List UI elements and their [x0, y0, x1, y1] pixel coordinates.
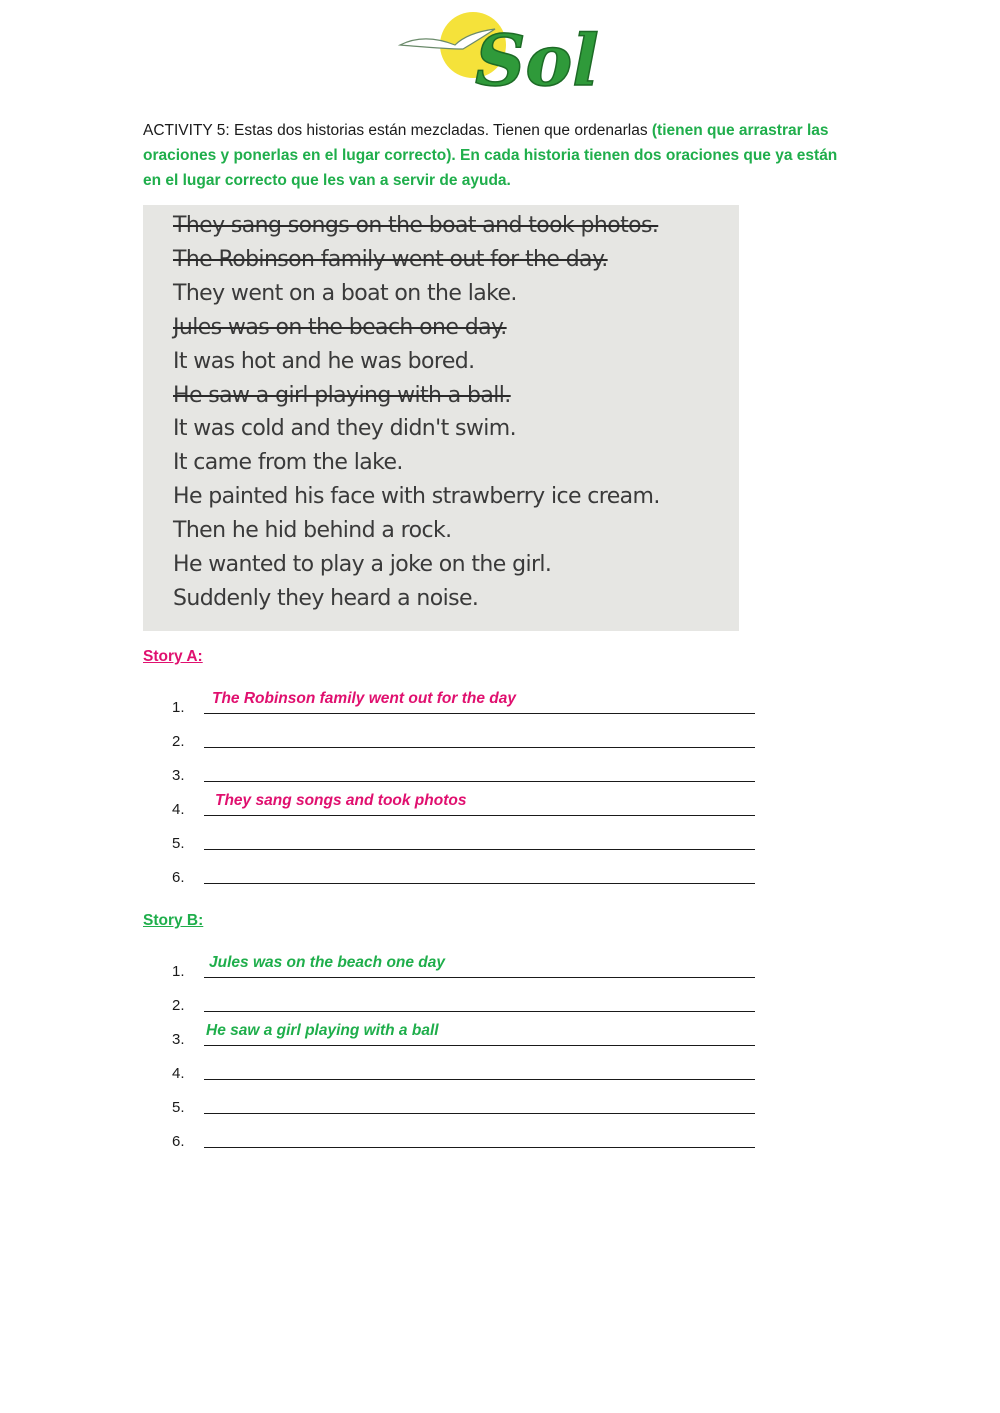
sentence-card[interactable]: Jules was on the beach one day.: [173, 314, 507, 340]
story-a-heading: Story A:: [143, 648, 203, 665]
answer-drop-line[interactable]: [204, 815, 755, 816]
answer-row: [172, 752, 772, 786]
answer-drop-line[interactable]: [204, 1113, 755, 1114]
sentence-card[interactable]: Then he hid behind a rock.: [173, 518, 452, 544]
answer-drop-line[interactable]: [204, 883, 755, 884]
answer-drop-line[interactable]: [204, 1079, 755, 1080]
answer-drop-line[interactable]: [204, 849, 755, 850]
answer-row: [172, 948, 772, 982]
row-number: 6.: [172, 869, 185, 886]
row-number: 6.: [172, 1133, 185, 1150]
sentence-card[interactable]: The Robinson family went out for the day.: [173, 246, 608, 272]
row-number: 1.: [172, 963, 185, 980]
answer-drop-line[interactable]: [204, 1011, 755, 1012]
answer-drop-line[interactable]: [204, 1045, 755, 1046]
logo-text: Sol: [475, 19, 599, 102]
given-sentence: They sang songs and took photos: [215, 792, 467, 809]
row-number: 3.: [172, 767, 185, 784]
answer-row: [172, 786, 772, 820]
answer-row: [172, 1118, 772, 1152]
answer-drop-line[interactable]: [204, 1147, 755, 1148]
answer-row: [172, 1084, 772, 1118]
answer-row: [172, 820, 772, 854]
given-sentence: He saw a girl playing with a ball: [206, 1022, 439, 1039]
sentence-card[interactable]: It was cold and they didn't swim.: [173, 416, 517, 442]
sentence-card[interactable]: They sang songs on the boat and took photos.: [173, 213, 659, 238]
answer-drop-line[interactable]: [204, 781, 755, 782]
story-b-heading: Story B:: [143, 912, 204, 929]
answer-row: [172, 1050, 772, 1084]
answer-row: [172, 982, 772, 1016]
answer-row: [172, 854, 772, 888]
answer-row: [172, 718, 772, 752]
row-number: 1.: [172, 699, 185, 716]
row-number: 4.: [172, 801, 185, 818]
instructions-highlight: (tienen que arrastrar las oraciones y ponerlas en el lugar correcto). En cada historia tienen dos oraciones que ya están en el lugar correcto que les van a servir de ayuda.: [143, 122, 838, 189]
instructions-plain: ACTIVITY 5: Estas dos historias están mezcladas. Tienen que ordenarlas: [143, 122, 652, 139]
sentence-card[interactable]: It was hot and he was bored.: [173, 348, 475, 374]
row-number: 5.: [172, 835, 185, 852]
row-number: 4.: [172, 1065, 185, 1082]
scrambled-sentences-box: [143, 205, 739, 631]
row-number: 3.: [172, 1031, 185, 1048]
sentence-card[interactable]: It came from the lake.: [173, 450, 403, 476]
sentence-card[interactable]: He wanted to play a joke on the girl.: [173, 552, 552, 577]
answer-row: [172, 1016, 772, 1050]
answer-drop-line[interactable]: [204, 713, 755, 714]
answer-drop-line[interactable]: [204, 977, 755, 978]
given-sentence: Jules was on the beach one day: [209, 954, 446, 971]
sentence-card[interactable]: They went on a boat on the lake.: [173, 280, 517, 306]
given-sentence: The Robinson family went out for the day: [212, 690, 516, 707]
sentence-card[interactable]: Suddenly they heard a noise.: [173, 585, 479, 611]
sentence-card[interactable]: He painted his face with strawberry ice cream.: [173, 484, 660, 510]
answer-row: [172, 684, 772, 718]
row-number: 2.: [172, 997, 185, 1014]
sentence-card[interactable]: He saw a girl playing with a ball.: [173, 382, 511, 408]
activity-instructions: [143, 118, 848, 193]
answer-drop-line[interactable]: [204, 747, 755, 748]
row-number: 2.: [172, 733, 185, 750]
row-number: 5.: [172, 1099, 185, 1116]
sol-logo: [395, 5, 610, 105]
